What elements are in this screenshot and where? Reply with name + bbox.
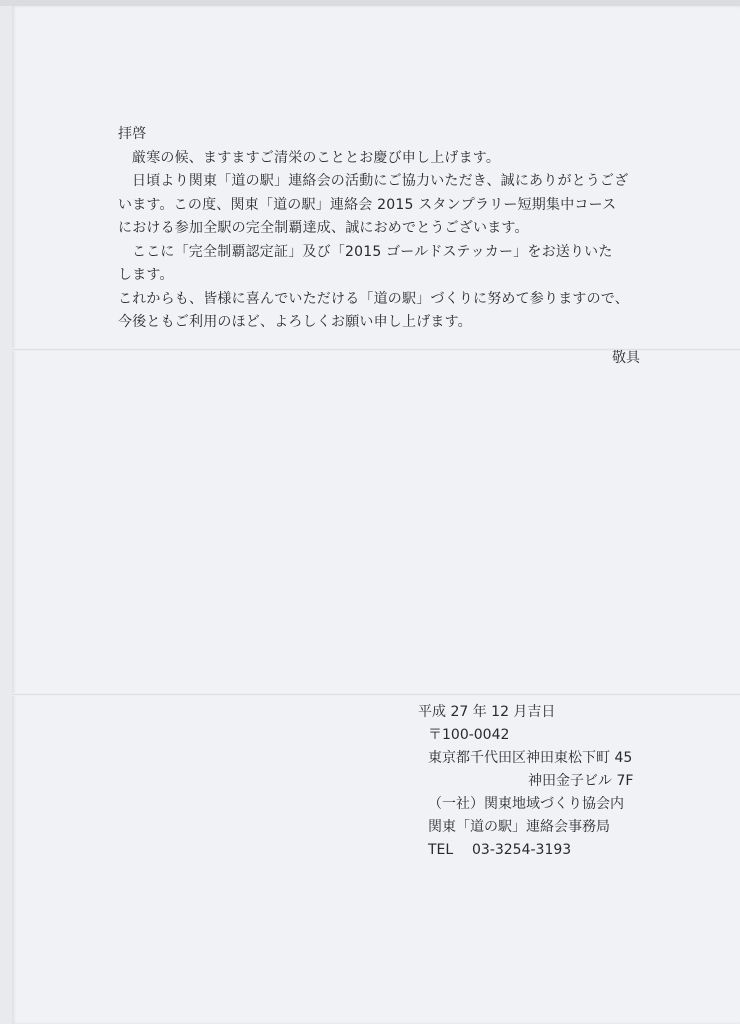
body-line: います。この度、関東「道の駅」連絡会 2015 スタンプラリー短期集中コース (118, 196, 617, 213)
body-line: ここに「完全制覇認定証」及び「2015 ゴールドステッカー」をお送りいた (132, 243, 613, 260)
letter-date: 平成 27 年 12 月吉日 (418, 704, 556, 720)
body-line: します。 (118, 267, 174, 283)
paper-fold-line (12, 693, 740, 696)
body-line: における参加全駅の完全制覇達成、誠におめでとうございます。 (118, 220, 529, 236)
tel-number: 03-3254-3193 (472, 842, 572, 858)
body-line: 厳寒の候、ますますご清栄のこととお慶び申し上げます。 (132, 149, 501, 166)
telephone (418, 839, 633, 862)
letter-body (118, 123, 658, 335)
body-line: 今後ともご利用のほど、よろしくお願い申し上げます。 (118, 314, 472, 330)
building-name: 神田金子ビル 7F (528, 773, 634, 789)
salutation: 拝啓 (118, 126, 147, 142)
postal-code: 〒100-0042 (428, 727, 510, 743)
address-line: 東京都千代田区神田東松下町 45 (428, 750, 633, 766)
body-line: 日頃より関東「道の駅」連絡会の活動にご協力いただき、誠にありがとうござ (132, 173, 629, 189)
body-line: これからも、皆様に喜んでいただける「道の駅」づくりに努めて参りますので、 (118, 290, 629, 307)
organization: （一社）関東地域づくり協会内 (428, 796, 624, 812)
sender-block (418, 701, 633, 862)
office-name: 関東「道の駅」連絡会事務局 (428, 819, 610, 835)
closing-word: 敬具 (612, 350, 640, 366)
tel-label: TEL (428, 842, 454, 858)
